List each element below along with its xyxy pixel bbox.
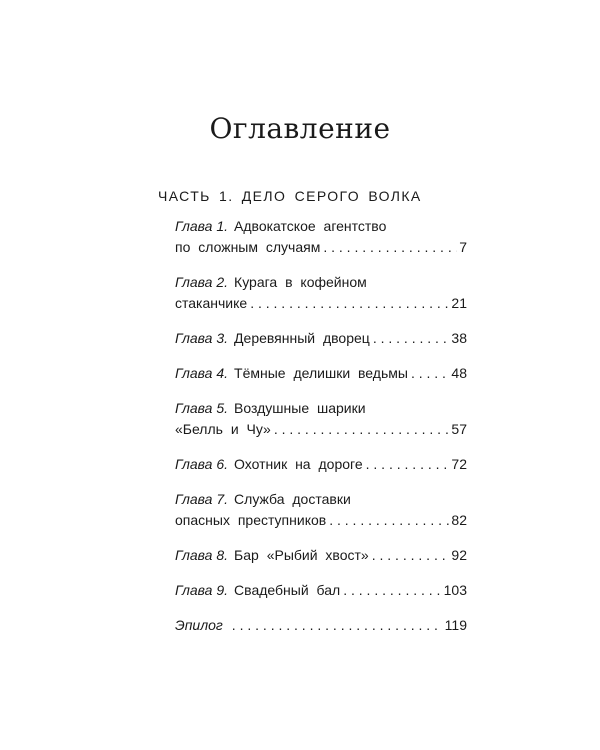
leader-dots [329,510,449,531]
leader-dots [274,419,450,440]
page-number: 72 [451,456,467,472]
chapter-title-line2: по сложным случаям [175,239,321,255]
toc-entry-chapter-4 [175,363,467,384]
page-number: 21 [451,295,467,311]
chapter-title-line2: стаканчике [175,295,248,311]
toc-entry-chapter-8 [175,545,467,566]
chapter-title-line1: Адвокатское агентство [234,218,387,234]
leader-dots [343,580,441,601]
toc-entry-chapter-7 [175,489,467,531]
page-number: 57 [451,421,467,437]
toc-entry-chapter-9 [175,580,467,601]
chapter-label: Глава 5. [175,400,229,416]
chapter-title: Деревянный дворец [234,330,370,346]
toc-entry-chapter-1 [175,216,467,258]
chapter-title-line1: Воздушные шарики [234,400,366,416]
chapter-label: Глава 2. [175,274,229,290]
page-number: 38 [451,330,467,346]
page-number: 82 [451,512,467,528]
leader-dots [411,363,449,384]
leader-dots [323,237,457,258]
chapter-label: Глава 8. [175,547,229,563]
page-number: 92 [451,547,467,563]
page-number: 103 [443,582,467,598]
page-title: Оглавление [209,112,391,145]
chapter-label: Глава 7. [175,491,229,507]
chapter-label: Глава 3. [175,330,229,346]
leader-dots [373,328,450,349]
chapter-title-line1: Курага в кофейном [234,274,367,290]
chapter-title: Охотник на дороге [234,456,363,472]
chapter-label: Глава 4. [175,365,229,381]
page-number: 119 [444,617,467,633]
chapter-label: Глава 1. [175,218,229,234]
leader-dots [250,293,449,314]
leader-dots [372,545,450,566]
toc-entry-chapter-2 [175,272,467,314]
table-of-contents [175,216,467,650]
part-heading: ЧАСТЬ 1. ДЕЛО СЕРОГО ВОЛКА [158,188,422,204]
chapter-title-line2: «Белль и Чу» [175,421,271,437]
chapter-label: Глава 9. [175,582,229,598]
leader-dots [232,615,443,636]
chapter-label: Глава 6. [175,456,229,472]
chapter-title: Бар «Рыбий хвост» [234,547,369,563]
toc-entry-epilogue [175,615,467,636]
toc-entry-chapter-5 [175,398,467,440]
chapter-title: Свадебный бал [234,582,341,598]
page-number: 7 [459,239,467,255]
toc-entry-chapter-6 [175,454,467,475]
chapter-title: Тёмные делишки ведьмы [234,365,408,381]
epilogue-label: Эпилог [175,617,223,633]
page-number: 48 [451,365,467,381]
leader-dots [366,454,450,475]
toc-entry-chapter-3 [175,328,467,349]
chapter-title-line1: Служба доставки [234,491,351,507]
chapter-title-line2: опасных преступников [175,512,327,528]
